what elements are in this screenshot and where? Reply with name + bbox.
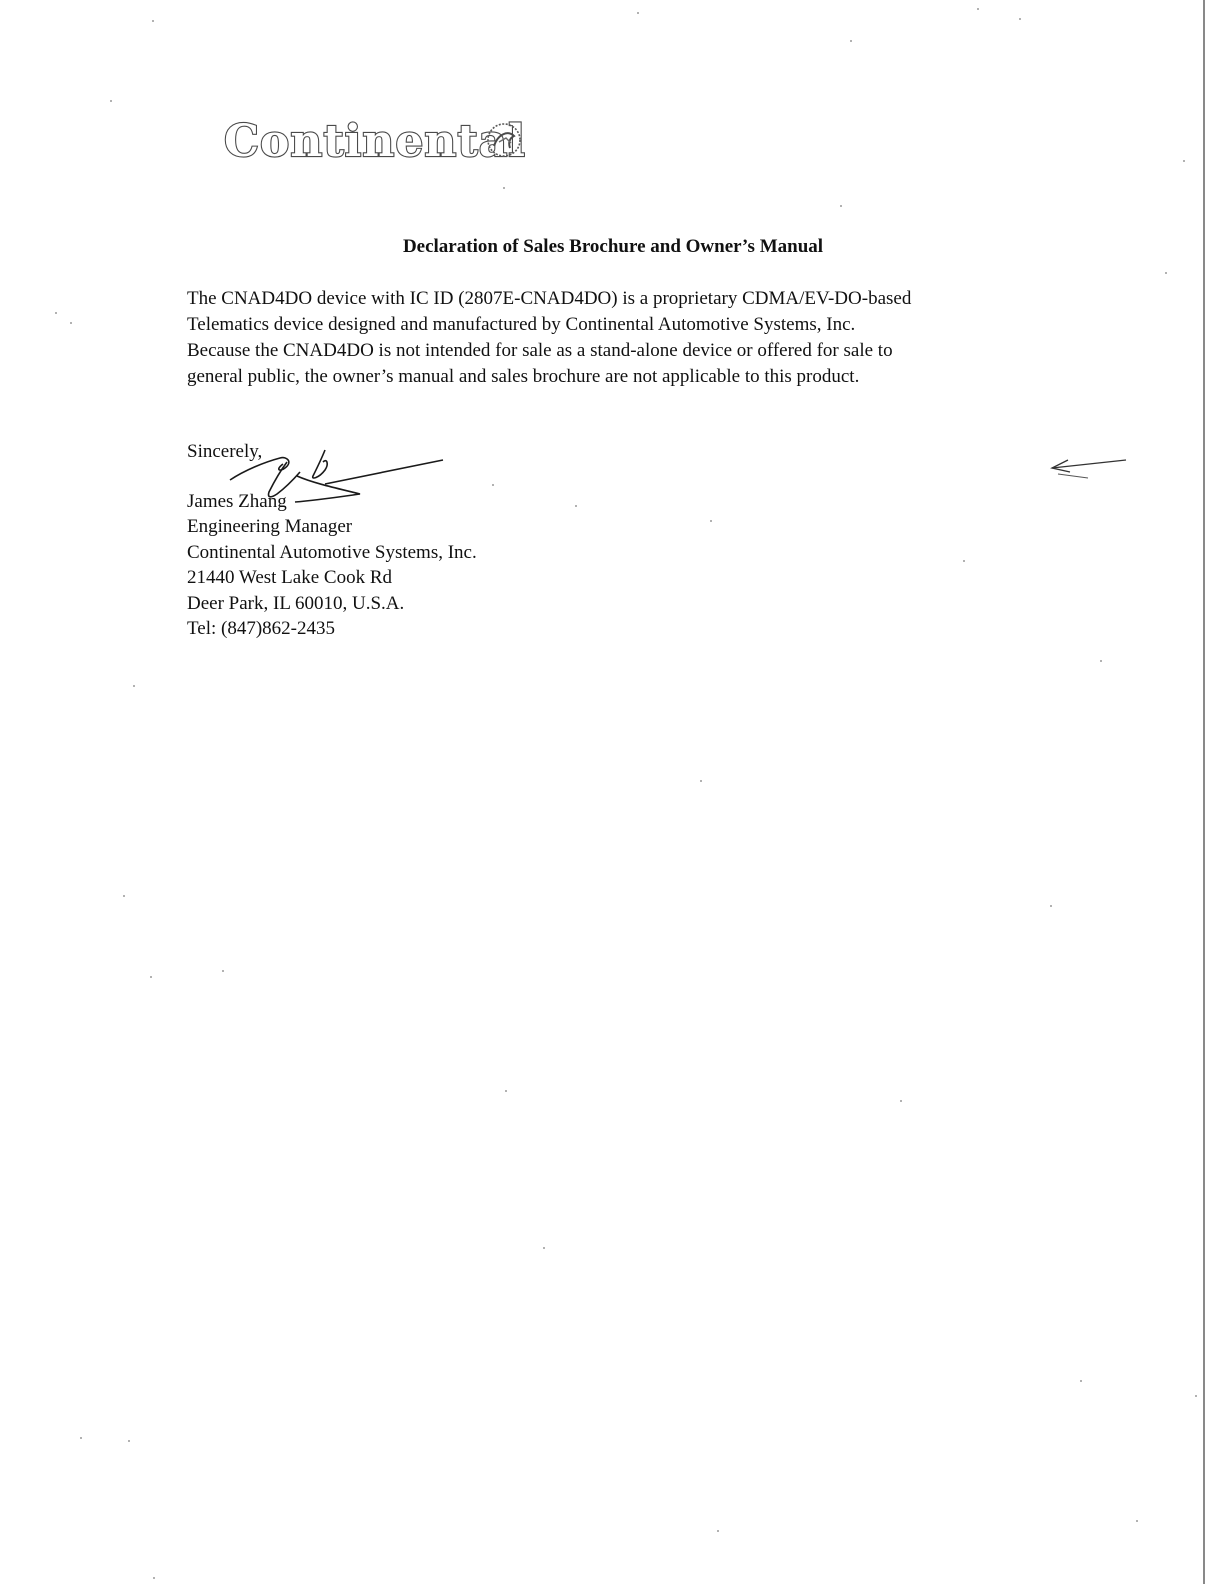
signer-company: Continental Automotive Systems, Inc. bbox=[187, 541, 477, 563]
signer-address-street: 21440 West Lake Cook Rd bbox=[187, 567, 392, 588]
continental-logo bbox=[222, 112, 532, 168]
paragraph-line: general public, the owner’s manual and sales brochure are not applicable to this product. bbox=[187, 366, 860, 387]
signer-address-city: Deer Park, IL 60010, U.S.A. bbox=[187, 592, 405, 614]
closing-text: Sincerely, bbox=[187, 441, 263, 462]
svg-text:Continental: Continental bbox=[224, 116, 526, 167]
signer-phone: Tel: (847)862-2435 bbox=[187, 618, 336, 639]
paragraph-line: Because the CNAD4DO is not intended for sale as a stand-alone device or offered for sale to bbox=[187, 340, 893, 361]
signer-name: James Zhang bbox=[187, 490, 287, 512]
document-title: Declaration of Sales Brochure and Owner’s Manual bbox=[402, 236, 824, 257]
handwritten-signature bbox=[225, 440, 455, 515]
paragraph-line: Telematics device designed and manufactured by Continental Automotive Systems, Inc. bbox=[187, 314, 856, 335]
arrow-left-icon bbox=[1048, 452, 1130, 482]
paragraph-line: The CNAD4DO device with IC ID (2807E-CNAD4DO) is a proprietary CDMA/EV-DO-based bbox=[187, 288, 912, 309]
signer-title: Engineering Manager bbox=[187, 516, 353, 537]
declaration-paragraph bbox=[187, 286, 1047, 390]
